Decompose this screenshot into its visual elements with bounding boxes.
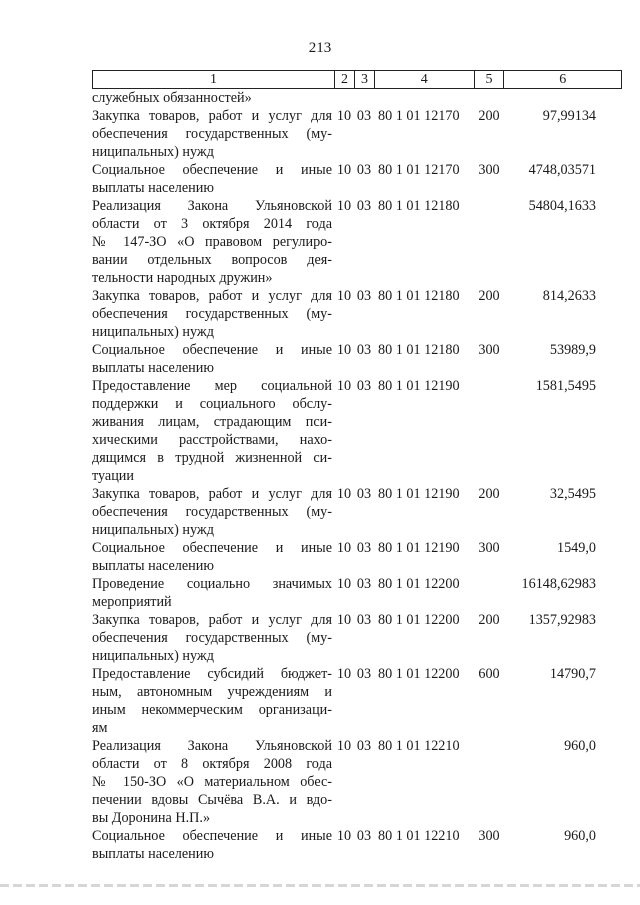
- description-line: области от 3 октября 2014 года: [92, 216, 332, 232]
- description-line: дящимся в трудной жизненной си-: [92, 450, 332, 466]
- description-line: области от 8 октября 2008 года: [92, 756, 332, 772]
- amount: 16148,62983: [521, 576, 596, 592]
- description-line: выплаты населению: [92, 558, 214, 574]
- expense-type-code: 600: [478, 666, 500, 682]
- description-line: вы Доронина Н.П.»: [92, 810, 211, 826]
- row-description: [92, 89, 334, 107]
- table-row: [92, 665, 622, 737]
- description-line: живания лицам, страдающим пси-: [92, 414, 332, 430]
- expense-type-code: [474, 89, 504, 107]
- section-code: 10: [336, 828, 352, 844]
- section-code: 10: [336, 162, 352, 178]
- description-line: Социальное обеспечение и иные: [92, 828, 332, 844]
- description-line: Социальное обеспечение и иные: [92, 162, 332, 178]
- amount: 53989,9: [549, 342, 596, 358]
- section-code: 10: [336, 198, 352, 214]
- description-line: ниципальных) нужд: [92, 144, 214, 160]
- header-col-3: 3: [354, 71, 374, 88]
- subsection-code: 03: [356, 378, 372, 394]
- subsection-code: 03: [356, 342, 372, 358]
- table-row: [92, 539, 622, 575]
- section-code: 10: [336, 738, 352, 754]
- table-row: [92, 737, 622, 827]
- target-article-code: 80 1 01 12180: [378, 288, 460, 304]
- table-row: [92, 827, 622, 863]
- table-row: [92, 485, 622, 539]
- section-code: 10: [336, 540, 352, 556]
- description-line: Закупка товаров, работ и услуг для: [92, 486, 332, 502]
- row-description: [92, 485, 334, 539]
- description-line: Закупка товаров, работ и услуг для: [92, 612, 332, 628]
- expense-type-code: [474, 737, 504, 827]
- description-line: Проведение социально значимых: [92, 576, 332, 592]
- subsection-code: 03: [356, 486, 372, 502]
- header-col-2: 2: [334, 71, 354, 88]
- description-line: мероприятий: [92, 594, 172, 610]
- expense-type-code: [474, 197, 504, 287]
- amount: 54804,1633: [528, 198, 596, 214]
- description-line: служебных обязанностей»: [92, 90, 252, 106]
- amount: 32,5495: [549, 486, 596, 502]
- table-row: [92, 341, 622, 377]
- description-line: Реализация Закона Ульяновской: [92, 198, 332, 214]
- section-code: 10: [336, 108, 352, 124]
- description-line: Закупка товаров, работ и услуг для: [92, 108, 332, 124]
- header-col-4: 4: [374, 71, 474, 88]
- table-row: [92, 197, 622, 287]
- description-line: обеспечения государственных (му-: [92, 306, 332, 322]
- row-description: [92, 341, 334, 377]
- expense-type-code: [474, 575, 504, 611]
- row-description: [92, 575, 334, 611]
- section-code: 10: [336, 576, 352, 592]
- description-line: иным некоммерческим организаци-: [92, 702, 332, 718]
- row-description: [92, 107, 334, 161]
- target-article-code: 80 1 01 12200: [378, 666, 460, 682]
- section-code: 10: [336, 486, 352, 502]
- description-line: ниципальных) нужд: [92, 648, 214, 664]
- description-line: обеспечения государственных (му-: [92, 126, 332, 142]
- subsection-code: 03: [356, 612, 372, 628]
- subsection-code: 03: [356, 198, 372, 214]
- table-body: [92, 89, 622, 863]
- expense-type-code: 300: [478, 540, 500, 556]
- target-article-code: 80 1 01 12190: [378, 486, 460, 502]
- amount: 14790,7: [549, 666, 596, 682]
- section-code: 10: [336, 378, 352, 394]
- expense-type-code: 200: [478, 288, 500, 304]
- amount: 1357,92983: [528, 612, 596, 628]
- description-line: Предоставление субсидий бюджет-: [92, 666, 332, 682]
- table-row: [92, 161, 622, 197]
- amount: [504, 89, 622, 107]
- page-number: 213: [308, 40, 332, 56]
- amount: 960,0: [564, 828, 596, 844]
- subsection-code: 03: [356, 666, 372, 682]
- table-row: [92, 89, 622, 107]
- target-article-code: 80 1 01 12180: [378, 342, 460, 358]
- description-line: выплаты населению: [92, 846, 214, 862]
- expense-type-code: 200: [478, 612, 500, 628]
- description-line: выплаты населению: [92, 180, 214, 196]
- table-row: [92, 287, 622, 341]
- row-description: [92, 539, 334, 575]
- table-row: [92, 575, 622, 611]
- amount: 1549,0: [556, 540, 596, 556]
- subsection-code: 03: [356, 108, 372, 124]
- target-article-code: 80 1 01 12180: [378, 198, 460, 214]
- header-col-6: 6: [503, 71, 621, 88]
- section-code: [334, 89, 354, 107]
- expense-type-code: 200: [478, 486, 500, 502]
- description-line: туации: [92, 468, 134, 484]
- description-line: ниципальных) нужд: [92, 324, 214, 340]
- row-description: [92, 611, 334, 665]
- subsection-code: [354, 89, 374, 107]
- description-line: Социальное обеспечение и иные: [92, 540, 332, 556]
- target-article-code: 80 1 01 12200: [378, 612, 460, 628]
- amount: 1581,5495: [535, 378, 596, 394]
- target-article-code: [374, 89, 474, 107]
- description-line: Социальное обеспечение и иные: [92, 342, 332, 358]
- row-description: [92, 197, 334, 287]
- description-line: выплаты населению: [92, 360, 214, 376]
- target-article-code: 80 1 01 12210: [378, 738, 460, 754]
- description-line: хическими расстройствами, нахо-: [92, 432, 332, 448]
- expense-type-code: 200: [478, 108, 500, 124]
- scan-edge-artifact: [0, 884, 640, 887]
- subsection-code: 03: [356, 576, 372, 592]
- row-description: [92, 161, 334, 197]
- row-description: [92, 377, 334, 485]
- amount: 97,99134: [542, 108, 596, 124]
- description-line: Закупка товаров, работ и услуг для: [92, 288, 332, 304]
- row-description: [92, 737, 334, 827]
- table-row: [92, 611, 622, 665]
- subsection-code: 03: [356, 288, 372, 304]
- target-article-code: 80 1 01 12170: [378, 108, 460, 124]
- amount: 960,0: [564, 738, 596, 754]
- table-row: [92, 377, 622, 485]
- description-line: № 150-ЗО «О материальном обес-: [92, 774, 332, 790]
- expense-type-code: 300: [478, 162, 500, 178]
- target-article-code: 80 1 01 12190: [378, 378, 460, 394]
- expense-type-code: 300: [478, 828, 500, 844]
- description-line: Реализация Закона Ульяновской: [92, 738, 332, 754]
- subsection-code: 03: [356, 828, 372, 844]
- header-col-1: 1: [210, 72, 218, 87]
- description-line: № 147-ЗО «О правовом регулиро-: [92, 234, 332, 250]
- description-line: Предоставление мер социальной: [92, 378, 332, 394]
- target-article-code: 80 1 01 12210: [378, 828, 460, 844]
- expense-type-code: 300: [478, 342, 500, 358]
- subsection-code: 03: [356, 162, 372, 178]
- description-line: вании отдельных вопросов дея-: [92, 252, 332, 268]
- row-description: [92, 827, 334, 863]
- subsection-code: 03: [356, 738, 372, 754]
- target-article-code: 80 1 01 12190: [378, 540, 460, 556]
- section-code: 10: [336, 288, 352, 304]
- row-description: [92, 665, 334, 737]
- description-line: печении вдовы Сычёва В.А. и вдо-: [92, 792, 332, 808]
- description-line: ям: [92, 720, 108, 736]
- target-article-code: 80 1 01 12170: [378, 162, 460, 178]
- description-line: тельности народных дружин»: [92, 270, 273, 286]
- target-article-code: 80 1 01 12200: [378, 576, 460, 592]
- description-line: ниципальных) нужд: [92, 522, 214, 538]
- description-line: поддержки и социального обслу-: [92, 396, 332, 412]
- table-row: [92, 107, 622, 161]
- amount: 814,2633: [542, 288, 596, 304]
- section-code: 10: [336, 612, 352, 628]
- subsection-code: 03: [356, 540, 372, 556]
- row-description: [92, 287, 334, 341]
- description-line: ным, автономным учреждениям и: [92, 684, 332, 700]
- description-line: обеспечения государственных (му-: [92, 504, 332, 520]
- description-line: обеспечения государственных (му-: [92, 630, 332, 646]
- expense-type-code: [474, 377, 504, 485]
- table-header: [92, 70, 622, 89]
- header-col-5: 5: [474, 71, 504, 88]
- section-code: 10: [336, 342, 352, 358]
- amount: 4748,03571: [528, 162, 596, 178]
- section-code: 10: [336, 666, 352, 682]
